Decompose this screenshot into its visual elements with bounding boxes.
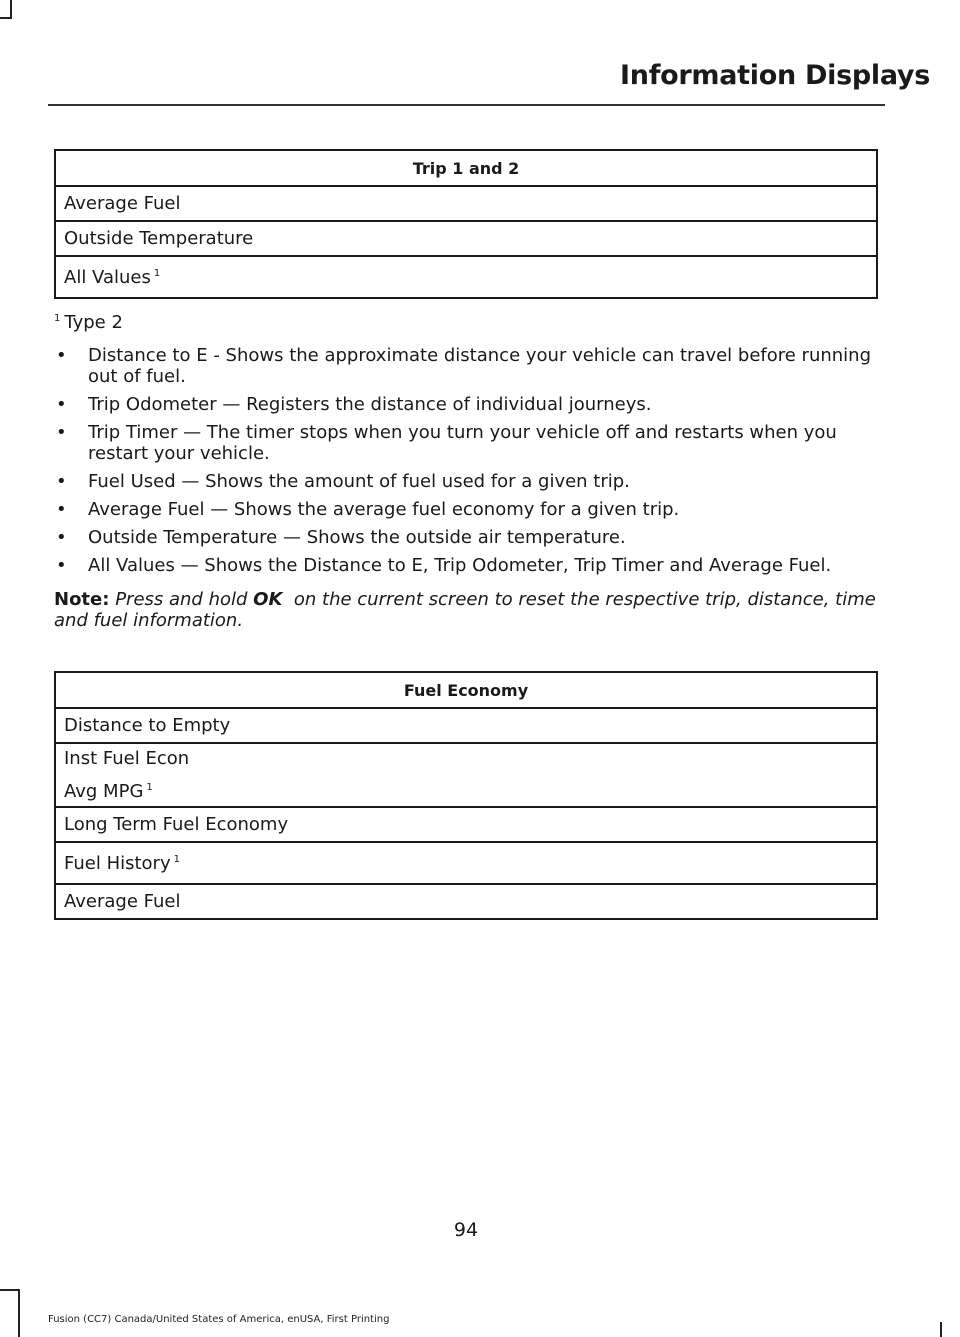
cell-line [64, 773, 868, 806]
table-row [55, 743, 877, 807]
table-row [55, 256, 877, 298]
table-cell [55, 842, 877, 884]
list-item: • Outside Temperature — Shows the outside air temperature. [54, 527, 884, 548]
table-row [55, 884, 877, 919]
table-cell [55, 256, 877, 298]
footnote-mark: 1 [54, 313, 61, 324]
note-text-after: on the current screen to reset the respective trip, distance, time and fuel information. [54, 589, 876, 631]
footnote [54, 312, 123, 333]
table-row [55, 221, 877, 256]
table-cell: Average Fuel [55, 884, 877, 919]
list-item: • Trip Odometer — Registers the distance of individual journeys. [54, 394, 884, 415]
table-row [55, 708, 877, 743]
crop-mark-bottom-left-v [18, 1290, 20, 1337]
crop-mark-top-left-h [0, 17, 12, 19]
cell-text: Fuel History [64, 852, 171, 874]
table-cell: Average Fuel [55, 186, 877, 221]
trip-table [54, 149, 878, 299]
note-label: Note: [54, 589, 110, 610]
bullet-list [54, 345, 884, 583]
footnote-reference: 1 [173, 853, 180, 865]
table-cell: Long Term Fuel Economy [55, 807, 877, 842]
note-paragraph [54, 589, 884, 631]
table-cell: Outside Temperature [55, 221, 877, 256]
fuel-table-title: Fuel Economy [55, 672, 877, 708]
cell-text: Avg MPG [64, 781, 144, 802]
list-item: • Trip Timer — The timer stops when you turn your vehicle off and restarts when you restart your vehicle. [54, 422, 884, 464]
page-title: Information Displays [620, 60, 930, 91]
cell-text: All Values [64, 266, 151, 288]
cell-line: Inst Fuel Econ [64, 748, 190, 769]
footnote-text: Type 2 [64, 312, 123, 333]
list-item: • Distance to E - Shows the approximate distance your vehicle can travel before running out of fuel. [54, 345, 884, 387]
crop-mark-bottom-left-h [0, 1289, 20, 1291]
table-row [55, 186, 877, 221]
footnote-reference: 1 [146, 782, 153, 793]
footer-text: Fusion (CC7) Canada/United States of America, enUSA, First Printing [48, 1314, 390, 1325]
table-row [55, 842, 877, 884]
trip-table-title: Trip 1 and 2 [55, 150, 877, 186]
footnote-reference: 1 [153, 267, 161, 279]
note-text-before: Press and hold [115, 589, 248, 610]
table-row [55, 807, 877, 842]
list-item: • All Values — Shows the Distance to E, Trip Odometer, Trip Timer and Average Fuel. [54, 555, 884, 576]
table-cell: Distance to Empty [55, 708, 877, 743]
list-item: • Average Fuel — Shows the average fuel economy for a given trip. [54, 499, 884, 520]
table-cell [55, 743, 877, 807]
ok-key: OK [253, 589, 283, 610]
crop-mark-bottom-right-v [940, 1322, 942, 1337]
fuel-economy-table [54, 671, 878, 920]
header-rule [48, 104, 885, 106]
crop-mark-top-left-v [10, 0, 12, 18]
list-item: • Fuel Used — Shows the amount of fuel used for a given trip. [54, 471, 884, 492]
page-number: 94 [453, 1219, 479, 1241]
